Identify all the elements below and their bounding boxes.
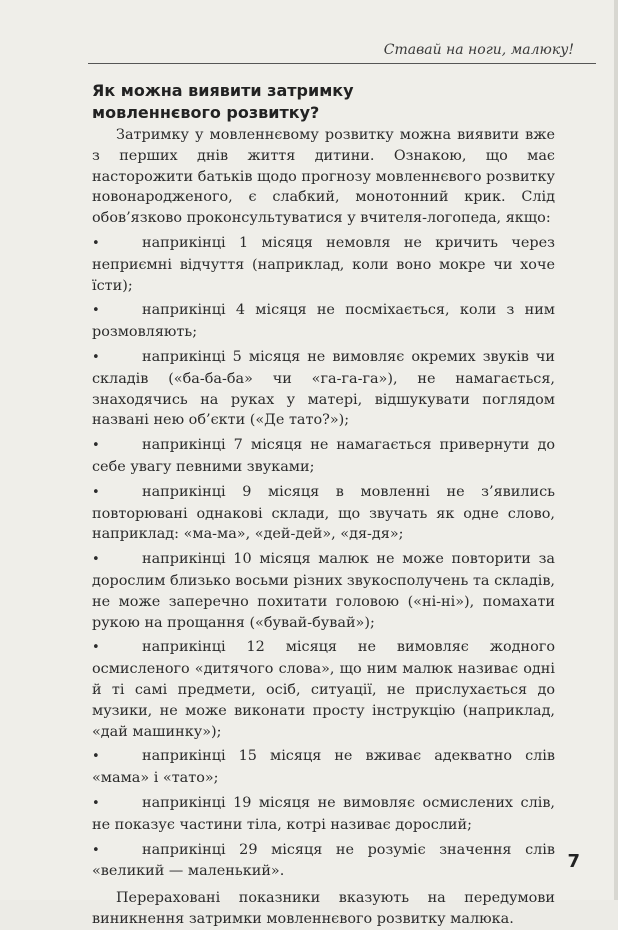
bullet-text: наприкінці 1 місяця немовля не кричить через неприємні відчуття (наприклад, коли воно мокре чи хоче їсти);: [92, 234, 555, 294]
closing-paragraph: Перераховані показники вказують на передумови виникнення затримки мовленнєвого розвитку малюка.: [92, 890, 555, 927]
bullet-text: наприкінці 15 місяця не вживає адекватно слів «мама» і «тато»;: [92, 748, 555, 787]
running-header: Ставай на ноги, малюку!: [383, 42, 574, 58]
bullet-item: [92, 746, 555, 789]
section-heading-line-2: мовленнєвого розвитку?: [92, 103, 320, 122]
bullet-list: [92, 233, 555, 882]
bullet-text: наприкінці 9 місяця в мовленні не з’явились повторювані однакові склади, що звучать як одне слово, наприклад: «ма-ма», «дей-дей», «дя-дя»;: [92, 483, 555, 543]
section-heading: [92, 80, 392, 124]
bullet-text: наприкінці 5 місяця не вимовляє окремих звуків чи складів («ба-ба-ба» чи «га-га-га»), не намагається, знаходячись на руках у матері, відшукувати поглядом названі нею об’єкти («Де тато?»);: [92, 348, 555, 429]
bullet-icon: •: [92, 749, 100, 765]
bullet-item: [92, 233, 555, 296]
bullet-item: [92, 435, 555, 478]
body-text: [92, 125, 555, 930]
bullet-text: наприкінці 12 місяця не вимовляє жодного осмисленого «дитячого слова», що ним малюк називає одні й ті самі предмети, осіб, ситуації, не прислухається до музики, не може виконати просту інструкцію (наприклад, «дай машинку»);: [92, 639, 555, 740]
bullet-icon: •: [92, 552, 100, 568]
header-rule: [88, 63, 596, 64]
bullet-item: [92, 549, 555, 633]
bullet-text: наприкінці 10 місяця малюк не може повторити за дорослим близько восьми різних звукосполучень та складів, не може заперечно похитати головою («ні-ні»), помахати рукою на прощання («бувай-бувай»);: [92, 551, 555, 631]
bullet-text: наприкінці 29 місяця не розуміє значення слів «великий — маленький».: [92, 841, 555, 880]
bullet-item: [92, 347, 555, 431]
bullet-text: наприкінці 4 місяця не посміхається, коли з ним розмовляють;: [92, 302, 555, 341]
bullet-icon: •: [92, 640, 100, 656]
bullet-icon: •: [92, 303, 100, 319]
page-edge: [614, 0, 618, 900]
intro-paragraph: Затримку у мовленнєвому розвитку можна виявити вже з перших днів життя дитини. Ознакою, що має насторожити батьків щодо прогнозу мовленнєвого розвитку новонародженого, є слабкий, монотонний крик. Слід обов’язково проконсультуватися у вчителя-логопеда, якщо:: [92, 127, 555, 227]
bullet-text: наприкінці 7 місяця не намагається привернути до себе увагу певними звуками;: [92, 437, 555, 475]
bullet-item: [92, 840, 555, 883]
bullet-item: [92, 300, 555, 343]
bullet-icon: •: [92, 349, 100, 365]
bullet-text: наприкінці 19 місяця не вимовляє осмислених слів, не показує частини тіла, котрі називає дорослий;: [92, 794, 555, 833]
bullet-item: [92, 637, 555, 742]
bullet-icon: •: [92, 842, 100, 858]
bullet-icon: •: [92, 795, 100, 811]
bullet-icon: •: [92, 438, 100, 454]
section-heading-line-1: Як можна виявити затримку: [92, 81, 354, 100]
page-number: 7: [567, 851, 580, 872]
bullet-item: [92, 482, 555, 545]
bullet-icon: •: [92, 235, 100, 251]
bullet-icon: •: [92, 484, 100, 500]
bullet-item: [92, 793, 555, 836]
